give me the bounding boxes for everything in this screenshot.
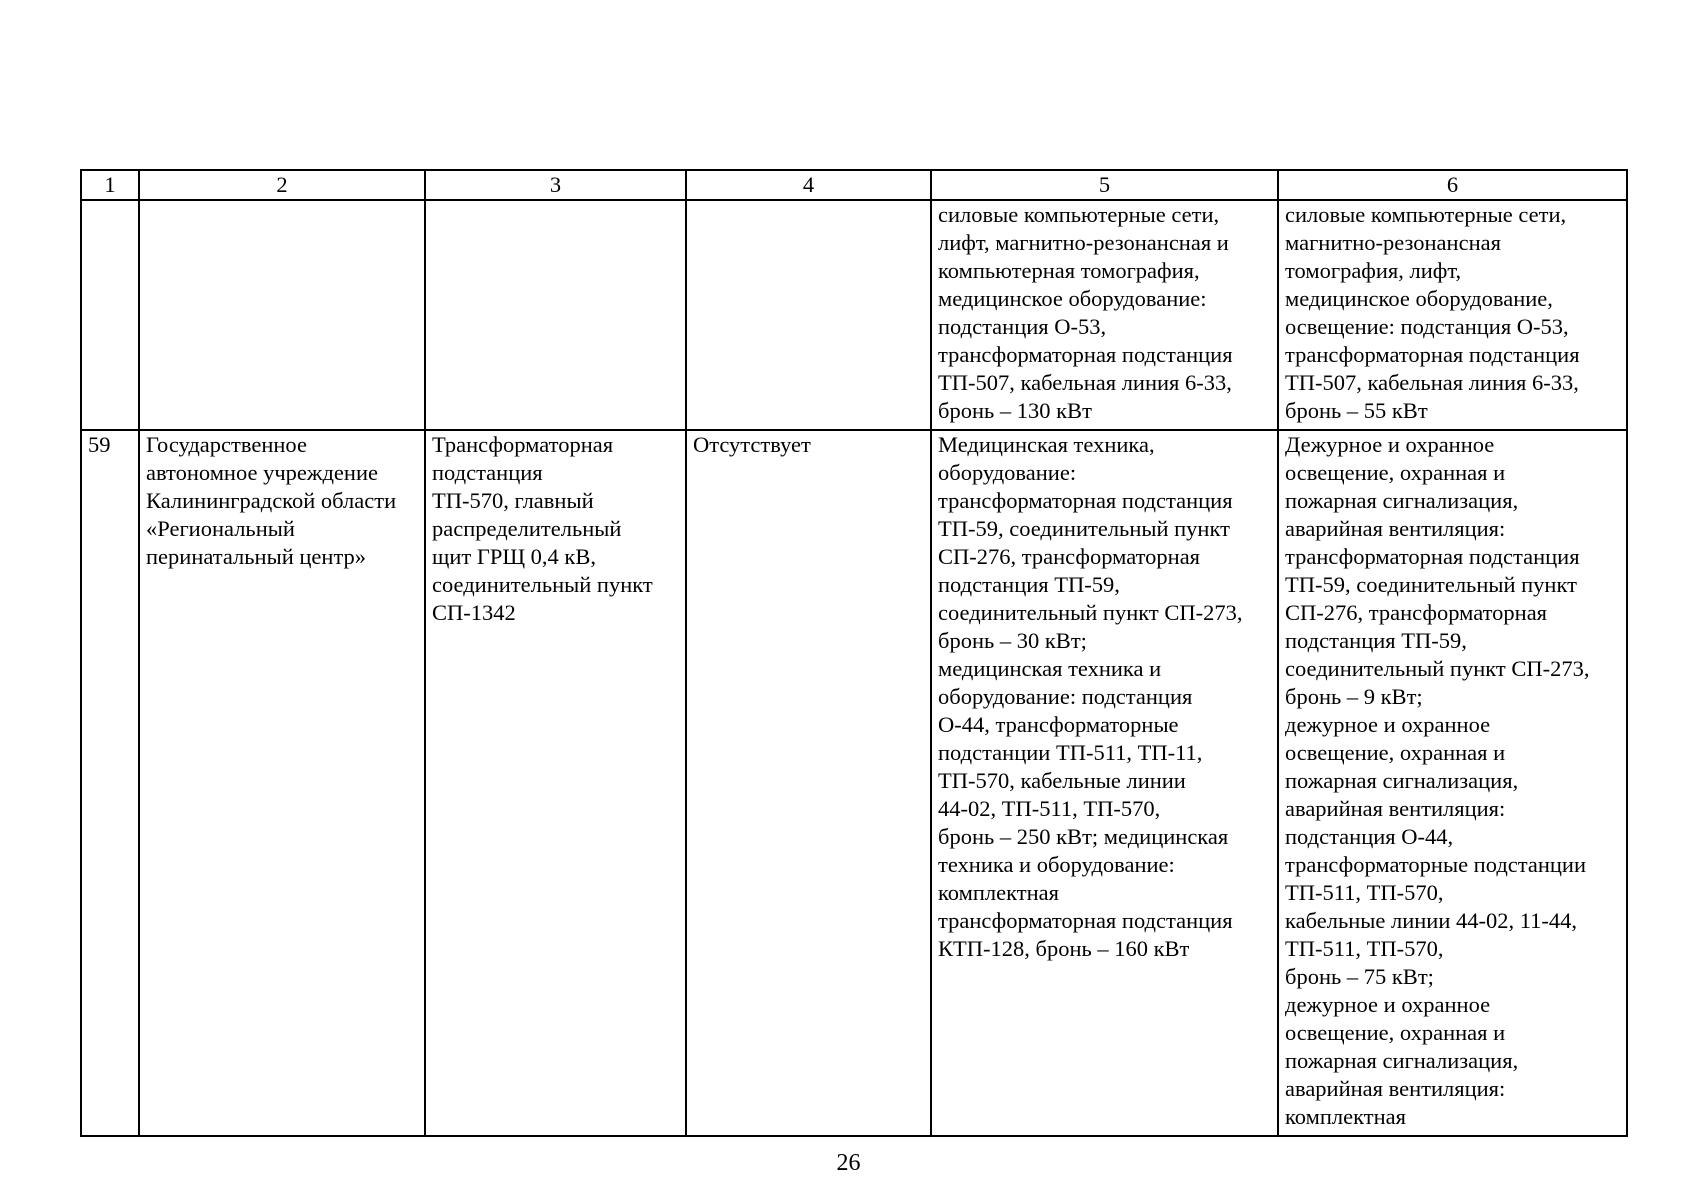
header-row xyxy=(81,170,1627,200)
cell-number: 59 xyxy=(81,430,139,1136)
cell-power-source xyxy=(425,200,686,430)
page-number: 26 xyxy=(836,1150,861,1176)
column-header-3: 3 xyxy=(425,170,686,200)
cell-organization xyxy=(139,200,425,430)
cell-number xyxy=(81,200,139,430)
table-row xyxy=(81,430,1627,1136)
document-table xyxy=(80,169,1628,1137)
column-header-1: 1 xyxy=(81,170,139,200)
cell-power-source: Трансформаторная подстанция ТП-570, главный распределительный щит ГРЩ 0,4 кВ, соединительный пункт СП-1342 xyxy=(425,430,686,1136)
table-row xyxy=(81,200,1627,430)
cell-technological-reserve: силовые компьютерные сети, лифт, магнитно-резонансная и компьютерная томография, медицинское оборудование: подстанция О-53, трансформаторная подстанция ТП-507, кабельная линия 6-33, бронь – 130 кВт xyxy=(931,200,1278,430)
column-header-2: 2 xyxy=(139,170,425,200)
cell-technological-reserve: Медицинская техника, оборудование: трансформаторная подстанция ТП-59, соединительный пункт СП-276, трансформаторная подстанция ТП-59, соединительный пункт СП-273, бронь – 30 кВт; медицинская техника и оборудование: подстанция О-44, трансформаторные подстанции ТП-511, ТП-11, ТП-570, кабельные линии 44-02, ТП-511, ТП-570, бронь – 250 кВт; медицинская техника и оборудование: комплектная трансформаторная подстанция КТП-128, бронь – 160 кВт xyxy=(931,430,1278,1136)
cell-autonomous-source xyxy=(686,200,931,430)
column-header-4: 4 xyxy=(686,170,931,200)
cell-organization: Государственное автономное учреждение Калининградской области «Региональный перинатальный центр» xyxy=(139,430,425,1136)
cell-autonomous-source: Отсутствует xyxy=(686,430,931,1136)
column-header-6: 6 xyxy=(1278,170,1627,200)
cell-emergency-reserve: Дежурное и охранное освещение, охранная и пожарная сигнализация, аварийная вентиляция: трансформаторная подстанция ТП-59, соединительный пункт СП-276, трансформаторная подстанция ТП-59, соединительный пункт СП-273, бронь – 9 кВт; дежурное и охранное освещение, охранная и пожарная сигнализация, аварийная вентиляция: подстанция О-44, трансформаторные подстанции ТП-511, ТП-570, кабельные линии 44-02, 11-44, ТП-511, ТП-570, бронь – 75 кВт; дежурное и охранное освещение, охранная и пожарная сигнализация, аварийная вентиляция: комплектная xyxy=(1278,430,1627,1136)
cell-emergency-reserve: силовые компьютерные сети, магнитно-резонансная томография, лифт, медицинское оборудование, освещение: подстанция О-53, трансформаторная подстанция ТП-507, кабельная линия 6-33, бронь – 55 кВт xyxy=(1278,200,1627,430)
column-header-5: 5 xyxy=(931,170,1278,200)
